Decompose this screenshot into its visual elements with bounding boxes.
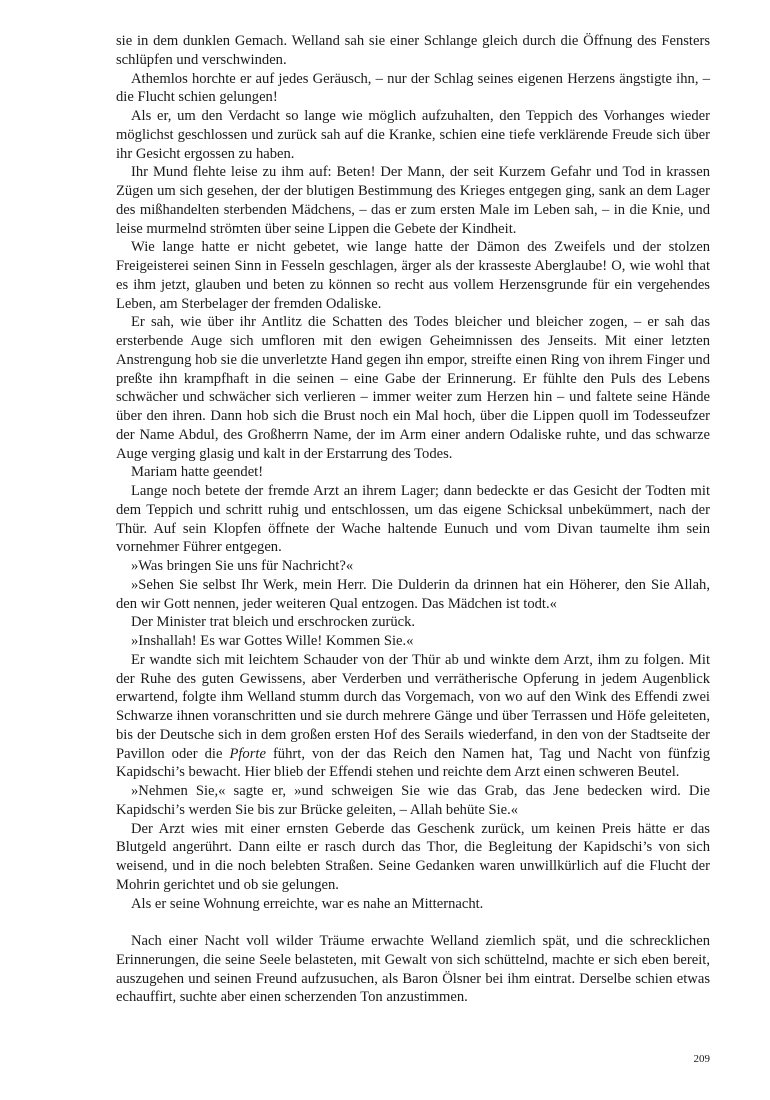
- paragraph: sie in dem dunklen Gemach. Welland sah sie einer Schlange gleich durch die Öffnung des Fensters schlüpfen und verschwinden.: [116, 33, 710, 68]
- dialogue-line: »Was bringen Sie uns für Nachricht?«: [131, 558, 354, 574]
- paragraph-text-after: führt, von der das Reich den Namen hat, Tag und Nacht von fünfzig Kapidschi’s bewacht. Hier blieb der Effendi stehen und reichte dem Arzt einen schweren Beutel.: [116, 745, 710, 781]
- paragraph: Der Arzt wies mit einer ernsten Geberde das Geschenk zurück, um keinen Preis hätte er das Blutgeld angerührt. Dann eilte er rasch durch das Thor, die Begleitung der Kapidschi’s von sich weisend, und in die noch belebten Straßen. Seine Gedanken waren unwillkürlich auf die Flucht der Mohrin gerichtet und ob sie gelungen.: [116, 820, 710, 893]
- page-number: 209: [693, 1053, 710, 1065]
- paragraph: Mariam hatte geendet!: [131, 464, 264, 481]
- dialogue-line: »Sehen Sie selbst Ihr Werk, mein Herr. Die Dulderin da drinnen hat ein Höherer, den Sie Allah, den wir Gott nennen, jeder weiteren Qual entzogen. Das Mädchen ist todt.«: [116, 576, 710, 612]
- paragraph: Nach einer Nacht voll wilder Träume erwachte Welland ziemlich spät, und die schrecklichen Erinnerungen, die seine Seele belasteten, mit Gewalt von sich schüttelnd, machte er sich eben bereit, auszugehen und seinen Freund aufzusuchen, als Baron Ölsner bei ihm eintrat. Derselbe schien etwas echauffirt, suchte aber einen scherzenden Ton anzustimmen.: [116, 933, 710, 1006]
- paragraph: Wie lange hatte er nicht gebetet, wie lange hatte der Dämon des Zweifels und der stolzen Freigeisterei seinen Sinn in Fesseln geschlagen, ärger als der krasseste Aberglaube! O, wie wohl that es ihm jetzt, glauben und beten zu können so recht aus vollem Herzensgrunde für ein vergehendes Leben, am Sterbelager der fremden Odaliske.: [116, 239, 710, 312]
- emphasized-word: Pforte: [229, 745, 266, 762]
- paragraph: [116, 651, 710, 782]
- paragraph: Ihr Mund flehte leise zu ihm auf: Beten! Der Mann, der seit Kurzem Gefahr und Tod in krassen Zügen um sich gesehen, der der blutigen Bestimmung des Krieges entgegen ging, sank an dem Lager des mißhandelten sterbenden Mädchens, – das er zum ersten Male im Leben sah, – in die Knie, und leise murmelnd strömten über seine Lippen die Gebete der Kindheit.: [116, 164, 710, 237]
- paragraph: Athemlos horchte er auf jedes Geräusch, – nur der Schlag seines eigenen Herzens ängstigte ihn, – die Flucht schien gelungen!: [116, 70, 710, 106]
- dialogue-line: »Nehmen Sie,« sagte er, »und schweigen Sie wie das Grab, das Jene bedecken wird. Die Kapidschi’s werden Sie bis zur Brücke geleiten, – Allah behüte Sie.«: [116, 783, 710, 818]
- paragraph: Als er seine Wohnung erreichte, war es nahe an Mitternacht.: [131, 895, 484, 912]
- dialogue-line: »Inshallah! Es war Gottes Wille! Kommen Sie.«: [131, 633, 414, 649]
- paragraph: Der Minister trat bleich und erschrocken zurück.: [131, 614, 416, 631]
- body-text: [116, 32, 710, 1007]
- paragraph: Als er, um den Verdacht so lange wie möglich aufzuhalten, den Teppich des Vorhanges wieder möglichst geschlossen und zurück sah auf die Kranke, schien eine tiefe verklärende Freude sich über ihr Gesicht ergossen zu haben.: [116, 108, 710, 162]
- paragraph: Er sah, wie über ihr Antlitz die Schatten des Todes bleicher und bleicher zogen, – er sah das ersterbende Auge sich umfloren mit den ewigen Geheimnissen des Jenseits. Mit einer letzten Anstrengung hob sie die unverletzte Hand gegen ihn empor, streifte einen Ring von ihrem Finger und preßte ihn krampfhaft in die seinen – eine Gabe der Erinnerung. Er fühlte den Puls des Lebens schwächer und schwächer sich verlieren – immer weiter zum Herzen hin – und faltete seine Hände über den ihren. Dann hob sich die Brust noch ein Mal hoch, über die Lippen quoll im Todesseufzer der Name Abdul, des Großherrn Name, der im Arm einer andern Odaliske ruhte, und das schwarze Auge verging glasig und kalt in der Erstarrung des Todes.: [116, 314, 710, 462]
- paragraph: Lange noch betete der fremde Arzt an ihrem Lager; dann bedeckte er das Gesicht der Todten mit dem Teppich und schritt ruhig und entschlossen, um das eigene Schicksal unbekümmert, nach der Thür. Auf sein Klopfen öffnete der Wache haltende Eunuch und vom Divan taumelte ihm sein vornehmer Führer entgegen.: [116, 483, 710, 556]
- paragraph-text-before: Er wandte sich mit leichtem Schauder von der Thür ab und winkte dem Arzt, ihm zu folgen. Mit der Ruhe des guten Gewissens, aber Verderben und verrätherische Opferung in jedem Augenblick erwartend, folgte ihm Welland stumm durch das Vorgemach, von wo auf den Wink des Effendi zwei Schwarze ihnen voranschritten und sie durch mehrere Gänge und über Terrassen und Höfe geleiteten, bis der Deutsche sich in dem großen ersten Hof des Serails wiederfand, in den von der Stadtseite der Pavillon oder die: [116, 651, 710, 762]
